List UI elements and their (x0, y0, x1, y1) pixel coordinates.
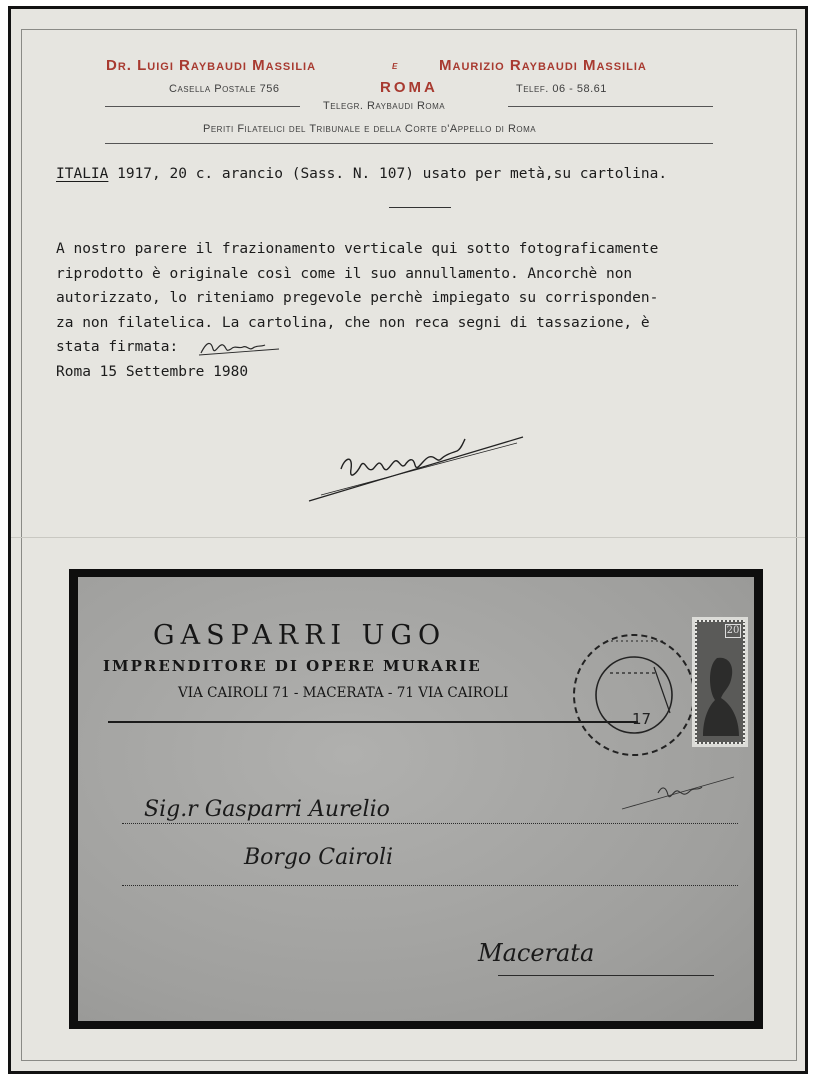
letterhead-rule-left (105, 106, 300, 107)
address-line-2 (122, 885, 738, 886)
expert-signature (301, 429, 526, 511)
card-signature (618, 773, 738, 813)
inline-signature (197, 335, 283, 359)
watermark-left (74, 742, 82, 763)
postcard-header-rule (108, 721, 638, 723)
address-line-1 (122, 823, 738, 824)
certificate-sheet (8, 6, 808, 1074)
letterhead-city: ROMA (380, 79, 438, 96)
stamp (692, 617, 748, 747)
stamp-half (695, 620, 745, 744)
postcard-photo (69, 569, 763, 1029)
body-line: autorizzato, lo riteniamo pregevole perchè impiegato su corrisponden- (56, 290, 659, 306)
postcard-sender-name: GASPARRI UGO (153, 620, 447, 651)
body-line: za non filatelica. La cartolina, che non reca segni di tassazione, è (56, 314, 650, 331)
fold-line (11, 537, 805, 538)
stamp-description: 1917, 20 c. arancio (Sass. N. 107) usato per metà,su cartolina. (108, 166, 668, 182)
phone-number: Telef. 06 - 58.61 (516, 83, 607, 95)
body-line: A nostro parere il frazionamento verticale qui sotto fotograficamente (56, 241, 659, 257)
recipient-street: Borgo Cairoli (244, 845, 394, 870)
certificate-date: Roma 15 Settembre 1980 (56, 363, 249, 380)
name-conjunction: e (392, 60, 399, 72)
body-line: stata firmata: (56, 339, 179, 355)
country-label: ITALIA (56, 166, 109, 182)
postcard-sender-address: VIA CAIROLI 71 - MACERATA - 71 VIA CAIROLI (178, 685, 509, 701)
address-line-3 (498, 975, 714, 976)
body-line: riprodotto è originale così come il suo annullamento. Ancorchè non (56, 265, 633, 282)
letterhead-bottom-rule (105, 143, 713, 144)
expert-credentials: Periti Filatelici del Tribunale e della Corte d'Appello di Roma (203, 123, 537, 135)
postmark-number: 17 (632, 710, 652, 728)
postcard (78, 577, 754, 1021)
stamp-portrait-icon (701, 648, 741, 738)
heading-separator (389, 207, 451, 208)
stamp-value: 20 (726, 625, 740, 636)
recipient-city: Macerata (478, 939, 595, 967)
expert-name-left: Dr. Luigi Raybaudi Massilia (106, 57, 317, 74)
certificate-body (56, 237, 776, 384)
telegram-address: Telegr. Raybaudi Roma (323, 100, 446, 112)
expert-name-right: Maurizio Raybaudi Massilia (439, 57, 647, 74)
po-box: Casella Postale 756 (169, 83, 280, 95)
postmark (566, 617, 706, 767)
certificate-heading (56, 166, 667, 182)
letterhead-rule-right (508, 106, 713, 107)
recipient-name: Sig.r Gasparri Aurelio (144, 797, 390, 822)
postcard-sender-trade: IMPRENDITORE DI OPERE MURARIE (103, 657, 482, 675)
